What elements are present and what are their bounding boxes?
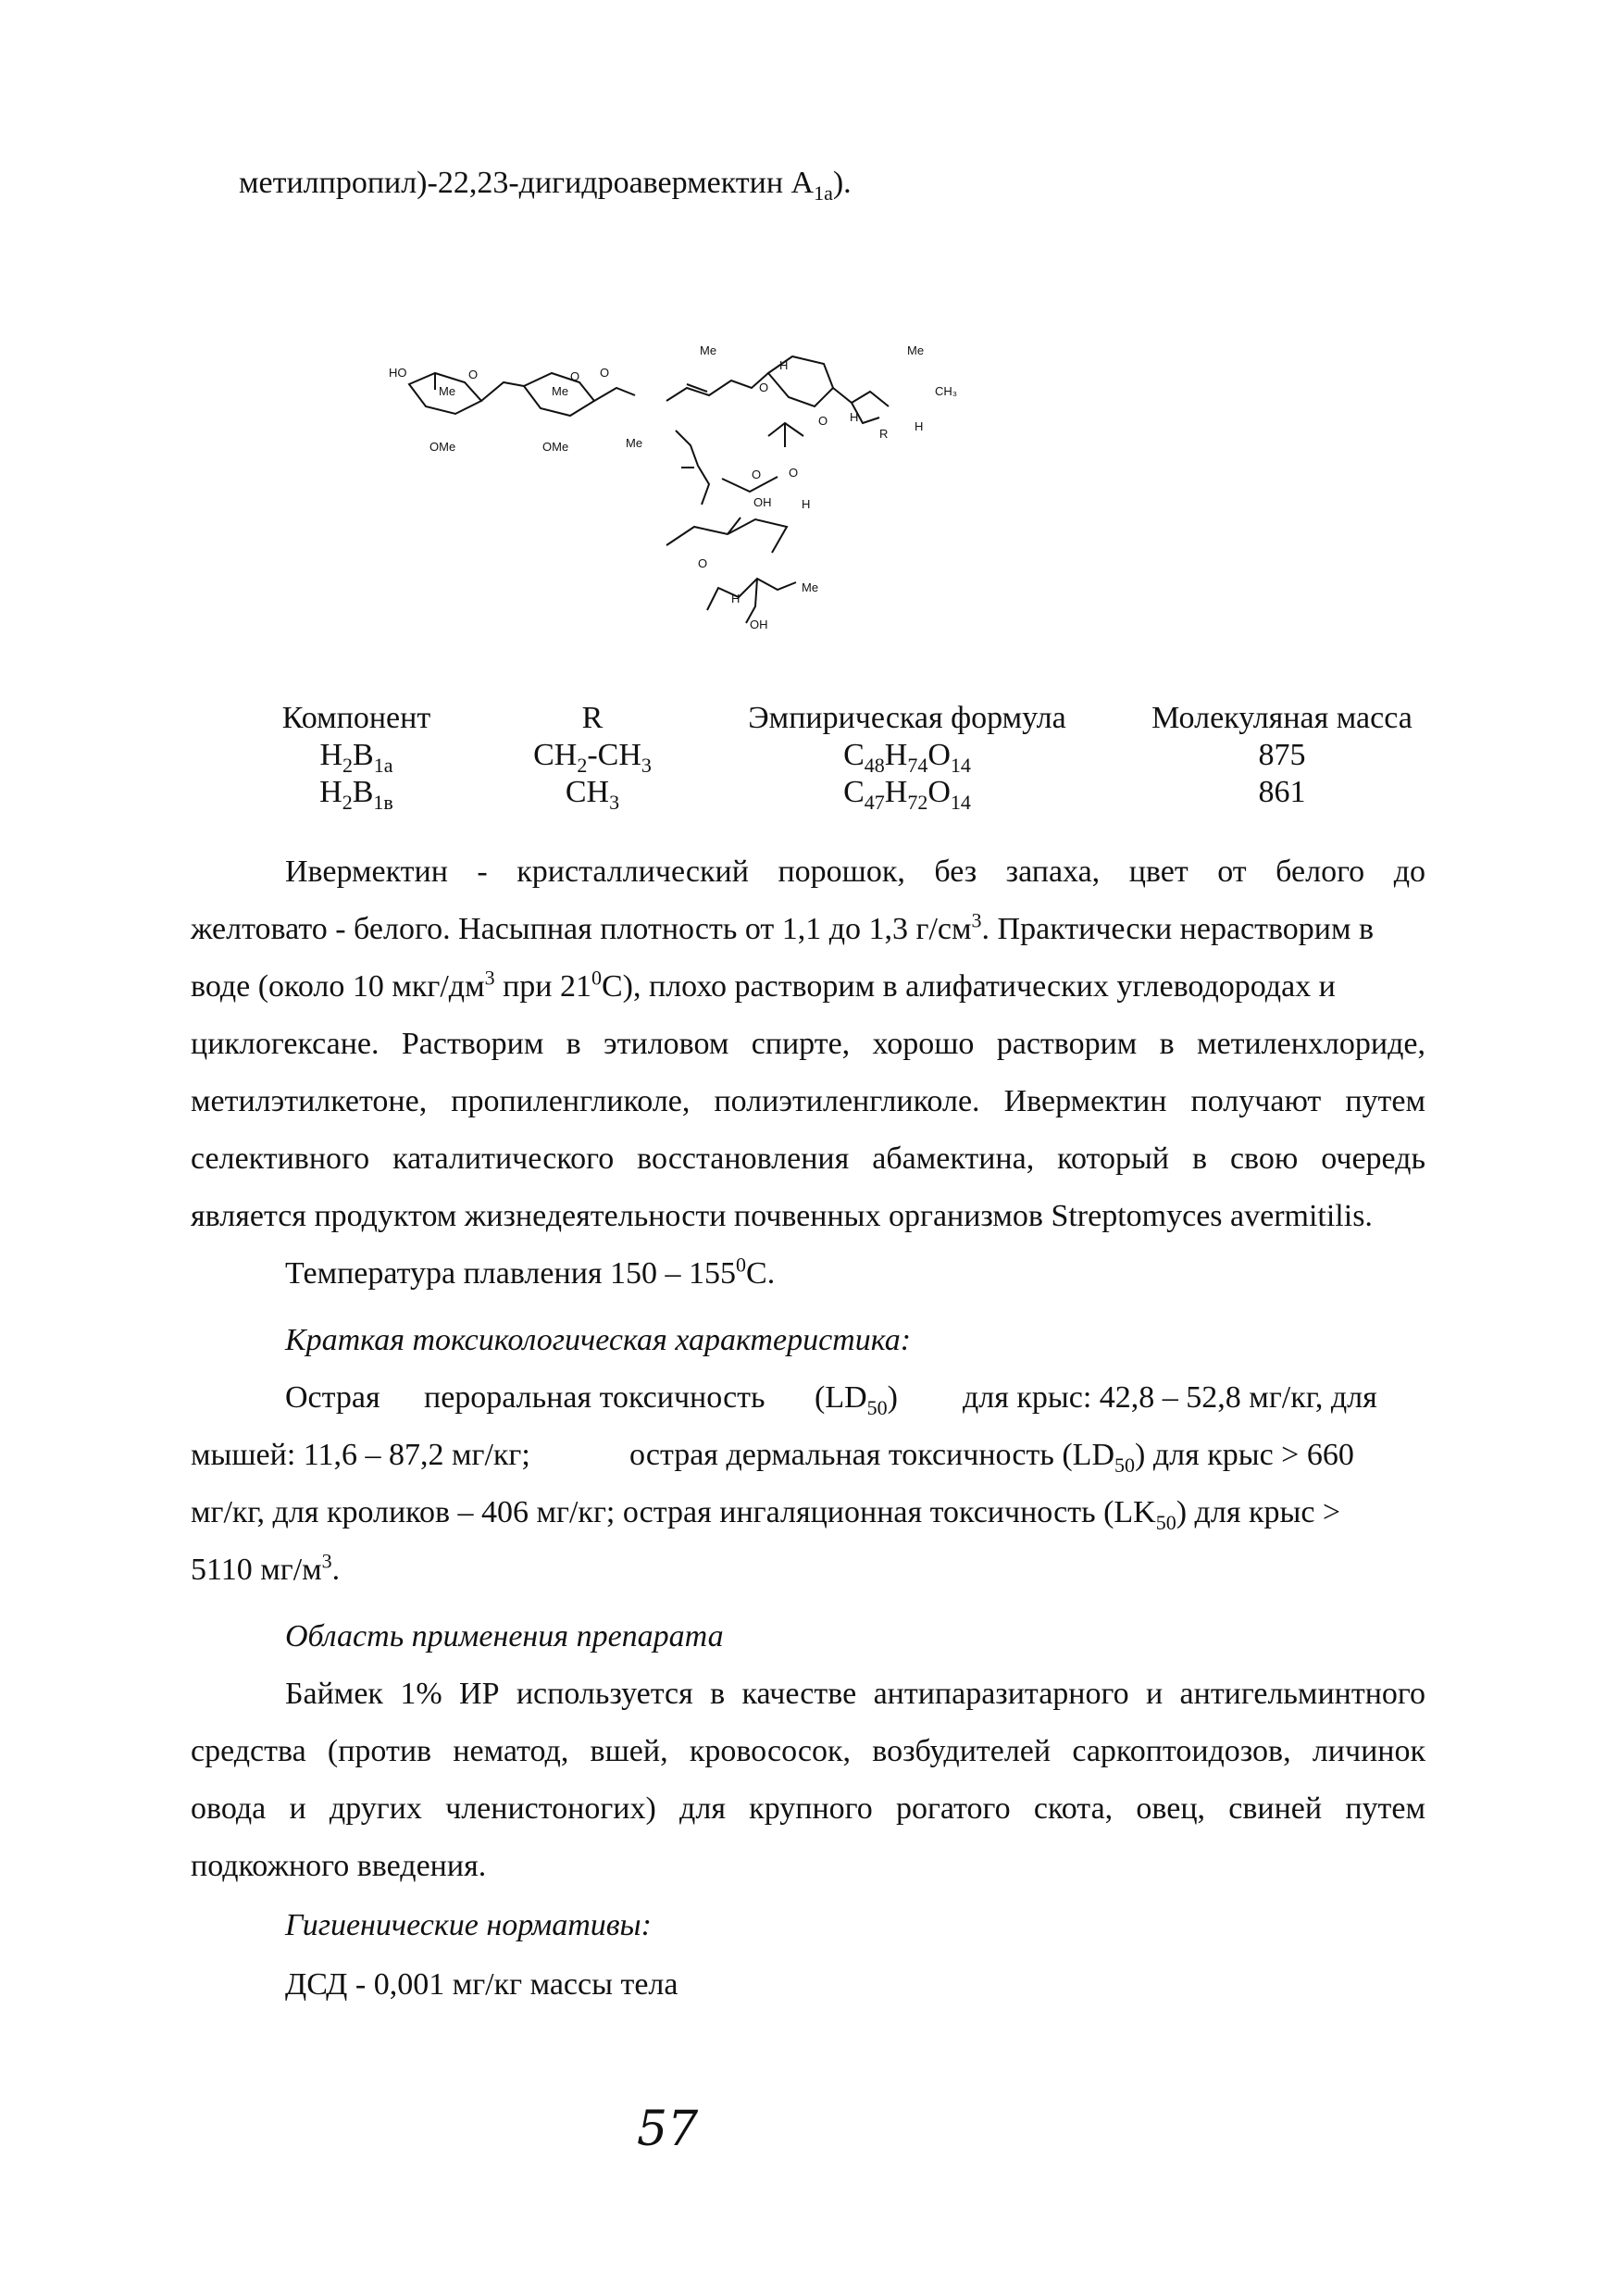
- paragraph-line: воде (около 10 мкг/$дм^3$ при $21^0С$), плохо растворим в алифатических углеводородах и: [191, 966, 1336, 1004]
- tox-line: пероральная токсичность: [424, 1380, 765, 1415]
- paragraph-line: Ивермектин - кристаллический порошок, без запаха, цвет от белого до: [285, 855, 1425, 889]
- struct-label: OMe: [542, 440, 569, 454]
- struct-label: OH: [753, 495, 772, 509]
- struct-label: OMe: [429, 440, 456, 454]
- struct-label: O: [789, 466, 799, 480]
- table-cell-component: $H_2B_{1a}$: [319, 738, 393, 777]
- struct-label: O: [759, 381, 769, 394]
- section-heading: Область применения препарата: [285, 1619, 724, 1653]
- struct-label: H: [731, 592, 741, 605]
- struct-label: Me: [552, 384, 569, 398]
- struct-label: O: [752, 468, 762, 481]
- table-cell-mass: 861: [1258, 775, 1306, 809]
- struct-label: Me: [907, 343, 925, 357]
- table-cell-formula: $C_{47}H_{72}O_{14}$: [843, 775, 971, 814]
- page-number: 57: [637, 2102, 699, 2157]
- tox-line: для крыс: 42,8 – 52,8 мг/кг, для: [963, 1380, 1377, 1415]
- paragraph-line: является продуктом жизнедеятельности почвенных организмов Streptomyces avermitilis.: [191, 1199, 1373, 1233]
- struct-label: Me: [700, 343, 717, 357]
- spiroketal-ring: [768, 356, 833, 406]
- struct-label: O: [818, 414, 828, 428]
- usage-line: Баймек 1% ИР используется в качестве антипаразитарного и антигельминтного: [285, 1677, 1425, 1711]
- struct-label: O: [600, 366, 610, 380]
- usage-line: средства (против нематод, вшей, кровососок, возбудителей саркоптоидозов, личинок: [191, 1734, 1425, 1768]
- table-header: Компонент: [281, 701, 431, 735]
- table-cell-r: $CH_2-CH_3$: [533, 738, 652, 777]
- header-line: метилпропил)-22,23-дигидроавермектин $A_{1a}$).: [239, 166, 852, 205]
- struct-label: HO: [389, 366, 407, 380]
- usage-line: подкожного введения.: [191, 1849, 487, 1883]
- table-header: Молекуляная масса: [1151, 701, 1413, 735]
- struct-label: Me: [439, 384, 456, 398]
- melting-point: Температура плавления $150 - 155^0С$.: [285, 1253, 776, 1291]
- tox-line: 5110 $мг/м^3$.: [191, 1549, 341, 1587]
- table-cell-formula: $C_{48}H_{74}O_{14}$: [843, 738, 971, 777]
- struct-label: H: [802, 497, 811, 511]
- dsd-line: ДСД - 0,001 мг/кг массы тела: [285, 1967, 678, 2002]
- paragraph-line: циклогексане. Растворим в этиловом спирте, хорошо растворим в метиленхлориде,: [191, 1027, 1425, 1061]
- struct-label: O: [468, 368, 479, 381]
- table-header: R: [581, 701, 604, 735]
- struct-label: Me: [626, 436, 643, 450]
- tox-line: Острая: [285, 1380, 380, 1415]
- section-heading: Краткая токсикологическая характеристика:: [285, 1323, 912, 1357]
- tox-line: мг/кг, для кроликов – 406 мг/кг; острая ингаляционная токсичность $(LK_{50})$ для крыс >: [191, 1495, 1341, 1534]
- struct-label: O: [698, 556, 708, 570]
- struct-label: O: [570, 369, 580, 383]
- paragraph-line: метилэтилкетоне, пропиленгликоле, полиэтиленгликоле. Ивермектин получают путем: [191, 1084, 1425, 1118]
- struct-label: H: [779, 358, 789, 372]
- paragraph-line: желтовато - белого. Насыпная плотность от 1,1 до 1,3 $г/см^3$. Практически нерастворим в: [191, 908, 1375, 946]
- struct-label: OH: [750, 618, 768, 631]
- table-cell-mass: 875: [1258, 738, 1306, 772]
- table-cell-component: $H_2B_{1в}$: [319, 775, 393, 814]
- hexahydrobenzofuran-ring: [666, 519, 787, 553]
- tox-line: $(LD_{50})$: [815, 1380, 898, 1419]
- struct-label: H: [915, 419, 924, 433]
- struct-label: H: [850, 410, 859, 424]
- usage-line: овода и других членистоногих) для крупного рогатого скота, овец, свиней путем: [191, 1791, 1425, 1826]
- tox-line: мышей: 11,6 – 87,2 мг/кг;: [191, 1438, 530, 1472]
- struct-label: CH₃: [935, 384, 958, 398]
- table-header: Эмпирическая формула: [748, 701, 1066, 735]
- ivermectin-structure: [389, 329, 981, 634]
- paragraph-line: селективного каталитического восстановления абамектина, который в свою очередь: [191, 1142, 1425, 1176]
- struct-label: Me: [802, 580, 819, 594]
- section-heading: Гигиенические нормативы:: [285, 1908, 652, 1942]
- struct-label: R: [879, 427, 889, 441]
- tox-line: острая дермальная токсичность $(LD_{50})$ для крыс > 660: [629, 1438, 1354, 1477]
- table-cell-r: $CH_3$: [565, 775, 620, 814]
